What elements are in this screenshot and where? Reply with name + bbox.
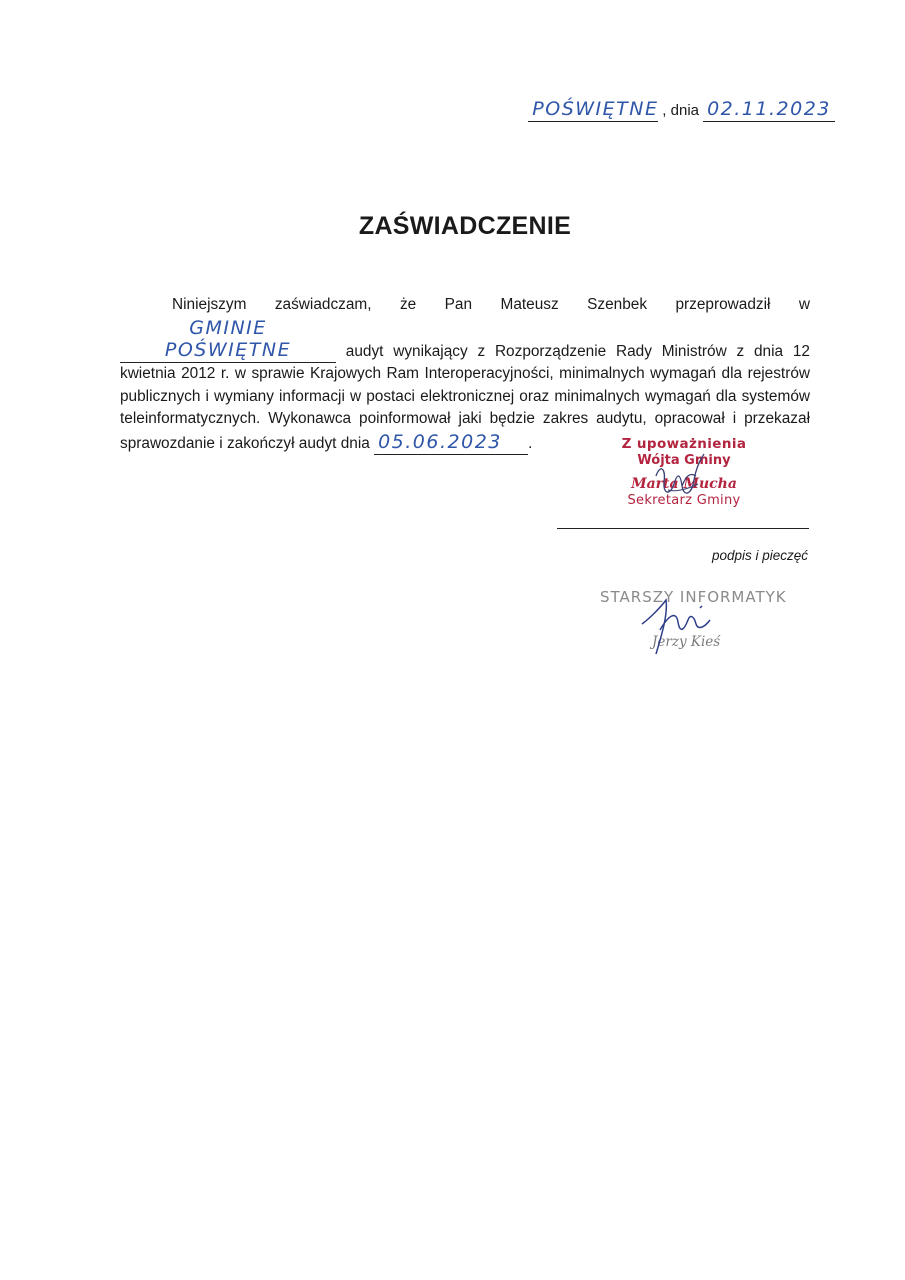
place-date-line — [528, 98, 835, 122]
stamp-name: Marta Mucha — [631, 476, 737, 492]
stamp2-title: STARSZY INFORMATYK — [600, 588, 787, 606]
date-handwritten: 02.11.2023 — [703, 98, 835, 122]
stamp2-name: Jerzy Kieś — [652, 634, 721, 650]
handwritten-signature-2 — [630, 586, 726, 660]
stamp-line-2: Wójta Gminy — [637, 453, 731, 468]
signature-line — [557, 528, 809, 529]
document-title: ZAŚWIADCZENIE — [358, 212, 572, 240]
stamp-line-1: Z upoważnienia — [621, 436, 747, 452]
entity-handwritten: GMINIE POŚWIĘTNE — [120, 317, 336, 363]
handwritten-signature-1 — [638, 446, 728, 516]
date-prefix: , dnia — [662, 102, 699, 119]
place-handwritten: POŚWIĘTNE — [528, 98, 658, 122]
stamp-role: Sekretarz Gminy — [627, 493, 741, 508]
body-intro: Niniejszym zaświadczam, że Pan Mateusz Szenbek przeprowadził w — [172, 296, 810, 313]
body-main: audyt wynikający z Rozporządzenie Rady Ministrów z dnia 12 kwietnia 2012 r. w sprawie Krajowych Ram Interoperacyjności, minimalnych wymagań dla rejestrów publicznych i wymiany informacji w postaci elektronicznej oraz minimalnych wymagań dla systemów teleinformatycznych. Wykonawca poinformował jaki będzie zakres audytu, opracował i przekazał sprawozdanie i zakończył audyt dnia — [120, 342, 810, 452]
audit-date-handwritten: 05.06.2023 — [374, 431, 528, 455]
body-end: . — [528, 434, 533, 452]
signature-label: podpis i pieczęć — [711, 548, 808, 563]
certificate-body — [120, 294, 810, 456]
